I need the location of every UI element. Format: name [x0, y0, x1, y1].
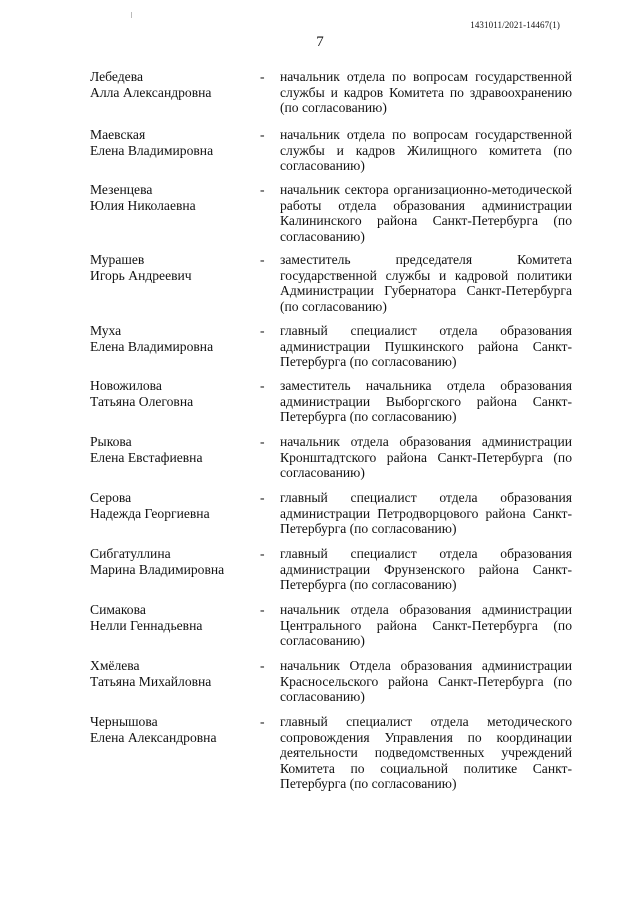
member-surname: Серова	[90, 490, 132, 505]
member-dash: -	[260, 714, 265, 729]
member-position: начальник Отдела образования администрации Красносельского района Санкт-Петербурга (по согласованию)	[280, 658, 572, 705]
member-given-names: Игорь Андреевич	[90, 267, 192, 283]
member-surname: Сибгатуллина	[90, 546, 171, 561]
member-surname: Лебедева	[90, 69, 143, 84]
member-surname: Маевская	[90, 127, 146, 142]
member-given-names: Надежда Георгиевна	[90, 505, 210, 521]
member-position: заместитель начальника отдела образования администрации Выборгского района Санкт-Петербурга (по согласованию)	[280, 378, 572, 425]
member-row	[90, 490, 572, 546]
member-list	[90, 69, 572, 794]
member-position: начальник отдела по вопросам государственной службы и кадров Комитета по здравоохранению (по согласованию)	[280, 69, 572, 116]
member-position: начальник отдела по вопросам государственной службы и кадров Жилищного комитета (по согласованию)	[280, 127, 572, 174]
member-given-names: Елена Евстафиевна	[90, 449, 203, 465]
scan-mark	[131, 12, 132, 18]
member-name	[90, 323, 258, 378]
member-dash: -	[260, 546, 265, 561]
member-name	[90, 378, 258, 434]
member-row	[90, 182, 572, 252]
member-row	[90, 714, 572, 794]
member-surname: Рыкова	[90, 434, 132, 449]
member-given-names: Елена Александровна	[90, 729, 217, 745]
member-name	[90, 714, 258, 794]
member-dash: -	[260, 323, 265, 338]
member-row	[90, 602, 572, 658]
member-position: начальник отдела образования администрации Кронштадтского района Санкт-Петербурга (по согласованию)	[280, 434, 572, 481]
member-name	[90, 658, 258, 714]
member-given-names: Алла Александровна	[90, 84, 212, 100]
member-dash: -	[260, 182, 265, 197]
member-surname: Симакова	[90, 602, 146, 617]
member-name	[90, 490, 258, 546]
member-given-names: Нелли Геннадьевна	[90, 617, 203, 633]
member-name	[90, 182, 258, 252]
member-dash: -	[260, 658, 265, 673]
member-given-names: Елена Владимировна	[90, 142, 214, 158]
member-surname: Мурашев	[90, 252, 145, 267]
member-name	[90, 546, 258, 602]
member-position: начальник отдела образования администрации Центрального района Санкт-Петербурга (по согласованию)	[280, 602, 572, 649]
member-row	[90, 434, 572, 490]
member-dash: -	[260, 378, 265, 393]
member-dash: -	[260, 434, 265, 449]
member-dash: -	[260, 490, 265, 505]
page-number: 7	[316, 34, 324, 50]
member-position: заместитель председателя Комитета государственной службы и кадровой политики Администрации Губернатора Санкт-Петербурга (по согласованию)	[280, 252, 572, 314]
member-name	[90, 127, 258, 182]
member-given-names: Марина Владимировна	[90, 561, 225, 577]
member-name	[90, 252, 258, 323]
member-dash: -	[260, 602, 265, 617]
member-given-names: Юлия Николаевна	[90, 197, 196, 213]
member-row	[90, 69, 572, 127]
member-position: начальник сектора организационно-методической работы отдела образования администрации Калининского района Санкт-Петербурга (по согласованию)	[280, 182, 572, 244]
member-dash: -	[260, 69, 265, 84]
member-position: главный специалист отдела образования администрации Пушкинского района Санкт-Петербурга (по согласованию)	[280, 323, 572, 370]
member-given-names: Елена Владимировна	[90, 338, 214, 354]
member-row	[90, 252, 572, 323]
member-name	[90, 69, 258, 127]
member-position: главный специалист отдела образования администрации Фрунзенского района Санкт-Петербурга (по согласованию)	[280, 546, 572, 593]
member-position: главный специалист отдела методического сопровождения Управления по координации деятельности подведомственных учреждений Комитета по социальной политике Санкт-Петербурга (по согласованию)	[280, 714, 572, 792]
member-row	[90, 378, 572, 434]
member-row	[90, 127, 572, 182]
member-name	[90, 434, 258, 490]
member-dash: -	[260, 127, 265, 142]
member-surname: Муха	[90, 323, 122, 338]
member-given-names: Татьяна Михайловна	[90, 673, 212, 689]
document-id: 1431011/2021-14467(1)	[470, 20, 560, 30]
member-row	[90, 323, 572, 378]
member-surname: Хмёлева	[90, 658, 140, 673]
member-dash: -	[260, 252, 265, 267]
member-name	[90, 602, 258, 658]
member-surname: Новожилова	[90, 378, 162, 393]
member-surname: Мезенцева	[90, 182, 153, 197]
member-row	[90, 658, 572, 714]
member-position: главный специалист отдела образования администрации Петродворцового района Санкт-Петербурга (по согласованию)	[280, 490, 572, 537]
member-given-names: Татьяна Олеговна	[90, 393, 194, 409]
member-row	[90, 546, 572, 602]
member-surname: Чернышова	[90, 714, 158, 729]
